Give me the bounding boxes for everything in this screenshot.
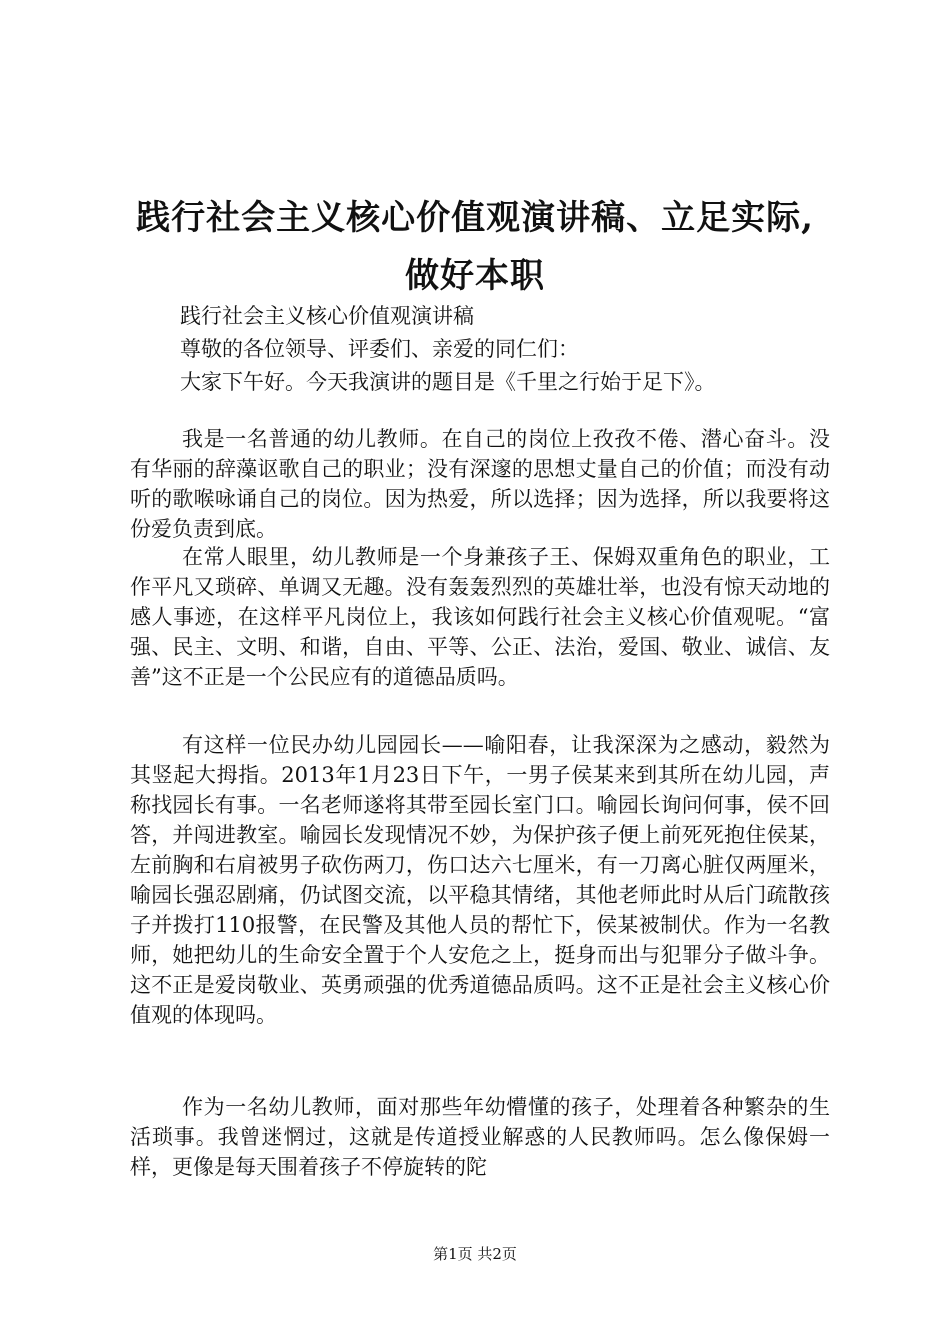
opening-line: 大家下午好。今天我演讲的题目是《千里之行始于足下》。 bbox=[180, 370, 716, 394]
body-paragraph-1: 我是一名普通的幼儿教师。在自己的岗位上孜孜不倦、潜心奋斗。没有华丽的辞藻讴歌自己的职业；没有深邃的思想丈量自己的价值；而没有动听的歌喉咏诵自己的岗位。因为热爱，所以选择；因为选择，所以我要将这份爱负责到底。 bbox=[130, 427, 830, 541]
document-title-line1: 践行社会主义核心价值观演讲稿、立足实际, bbox=[136, 198, 814, 238]
page-footer: 第1页 共2页 bbox=[433, 1245, 517, 1263]
speech-subtitle: 践行社会主义核心价值观演讲稿 bbox=[180, 304, 474, 328]
body-paragraph-4: 作为一名幼儿教师，面对那些年幼懵懂的孩子，处理着各种繁杂的生活琐事。我曾迷惘过，这就是传道授业解惑的人民教师吗。怎么像保姆一样，更像是每天围着孩子不停旋转的陀 bbox=[130, 1095, 830, 1179]
body-paragraph-3: 有这样一位民办幼儿园园长——喻阳春，让我深深为之感动，毅然为其竖起大拇指。2013年1月23日下午，一男子侯某来到其所在幼儿园，声称找园长有事。一名老师遂将其带至园长室门口。喻园长询问何事，侯不回答，并闯进教室。喻园长发现情况不妙，为保护孩子便上前死死抱住侯某，左前胸和右肩被男子砍伤两刀，伤口达六七厘米，有一刀离心脏仅两厘米，喻园长强忍剧痛，仍试图交流，以平稳其情绪，其他老师此时从后门疏散孩子并拨打110报警，在民警及其他人员的帮忙下，侯某被制伏。作为一名教师，她把幼儿的生命安全置于个人安危之上，挺身而出与犯罪分子做斗争。这不正是爱岗敬业、英勇顽强的优秀道德品质吗。这不正是社会主义核心价值观的体现吗。 bbox=[130, 733, 830, 1027]
salutation: 尊敬的各位领导、评委们、亲爱的同仁们： bbox=[180, 337, 579, 361]
body-paragraph-2: 在常人眼里，幼儿教师是一个身兼孩子王、保姆双重角色的职业，工作平凡又琐碎、单调又无趣。没有轰轰烈烈的英雄壮举，也没有惊天动地的感人事迹，在这样平凡岗位上，我该如何践行社会主义核心价值观呢。“富强、民主、文明、和谐，自由、平等、公正、法治，爱国、敬业、诚信、友善”这不正是一个公民应有的道德品质吗。 bbox=[130, 545, 830, 689]
document-title-line2: 做好本职 bbox=[405, 256, 545, 296]
